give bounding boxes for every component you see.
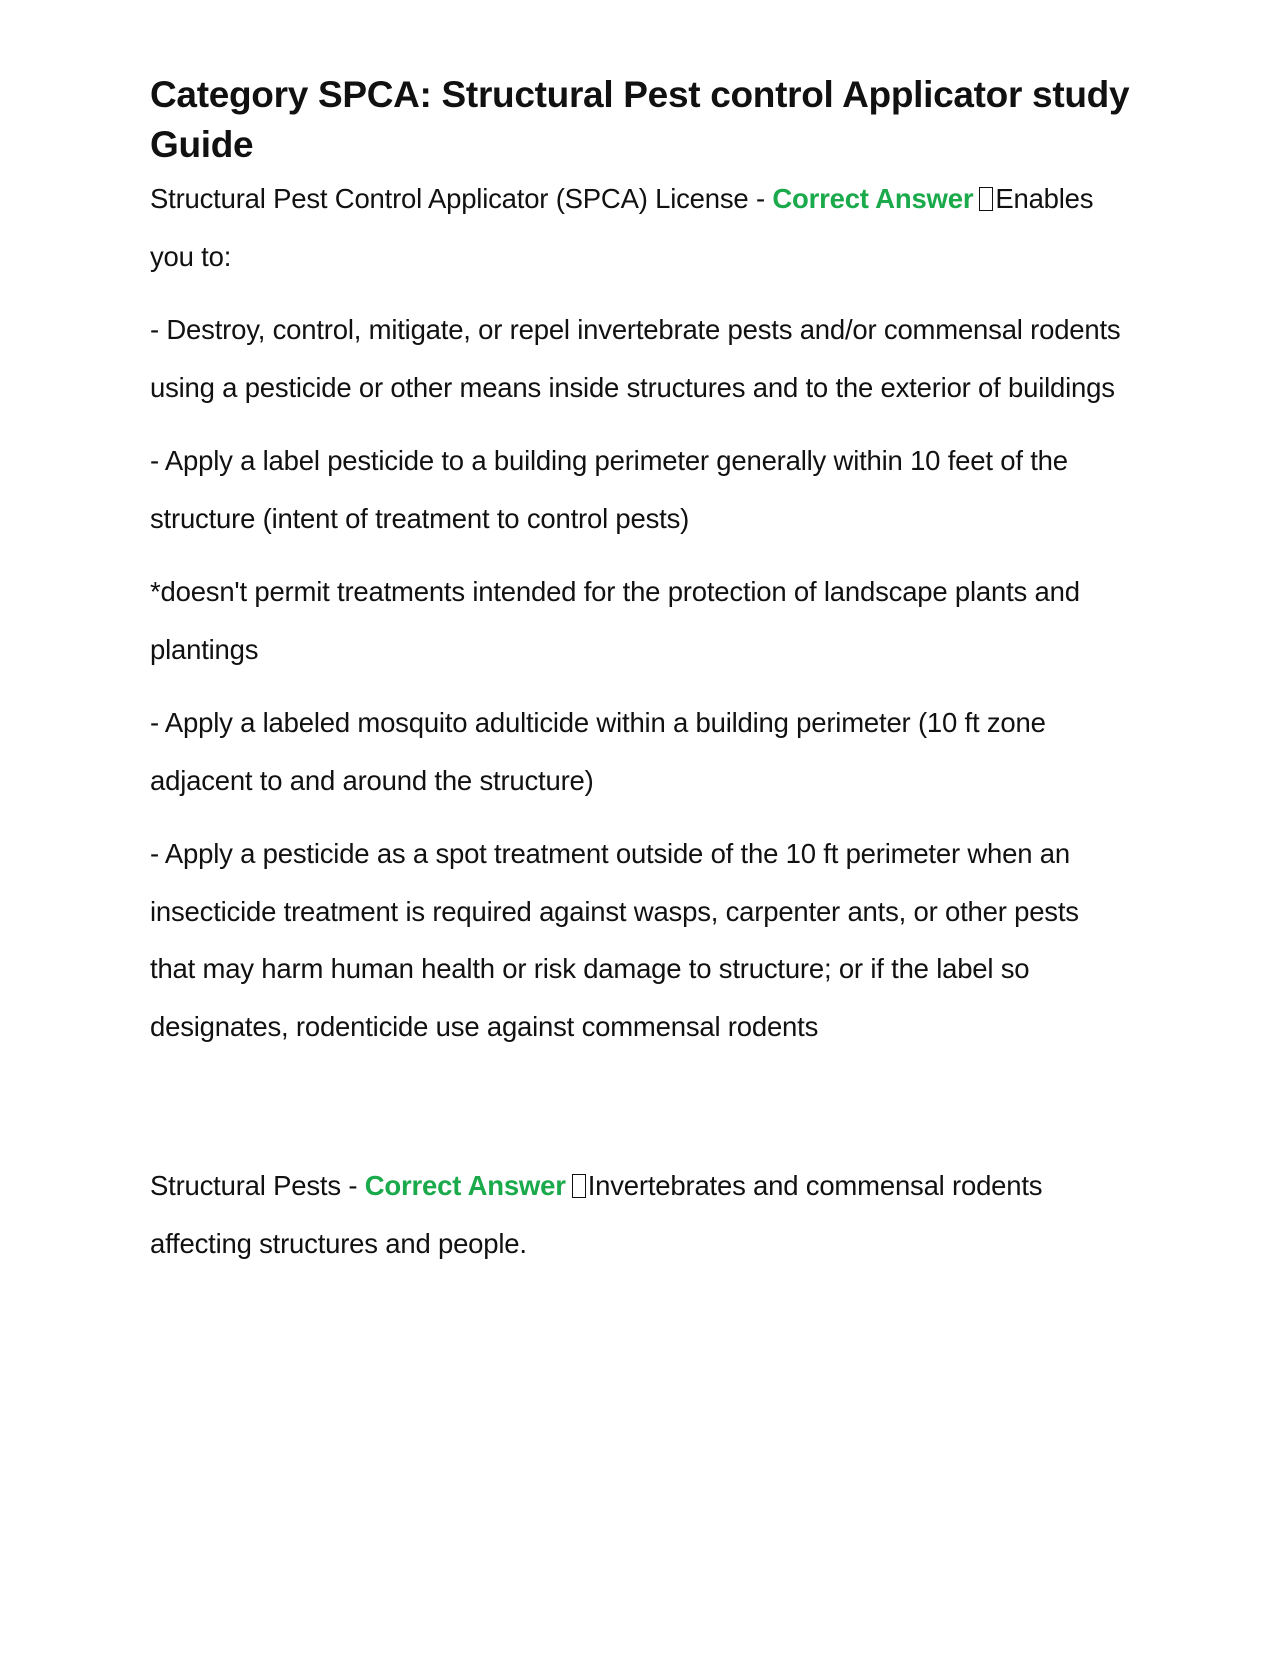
missing-glyph-icon: [979, 187, 993, 211]
question-term: Structural Pest Control Applicator (SPCA) License -: [150, 183, 773, 214]
question-term: Structural Pests -: [150, 1170, 365, 1201]
blank-gap: [150, 1071, 1130, 1157]
document-page: [150, 70, 1130, 1288]
document-title: Category SPCA: Structural Pest control Applicator study Guide: [150, 74, 1130, 165]
answer-point: - Apply a pesticide as a spot treatment outside of the 10 ft perimeter when an insecticide treatment is required against wasps, carpenter ants, or other pests that may harm human health or risk damage to structure; or if the label so designates, rodenticide use against commensal rodents: [150, 838, 1079, 1042]
question-paragraph: [150, 170, 1130, 285]
question-paragraph: [150, 1157, 1130, 1272]
qa-entry-structural-pests: [150, 1157, 1130, 1272]
correct-answer-label: Correct Answer: [364, 1170, 566, 1201]
answer-point: - Apply a labeled mosquito adulticide within a building perimeter (10 ft zone adjacent to and around the structure): [150, 707, 1046, 796]
missing-glyph-icon: [572, 1174, 586, 1198]
answer-text: Enables you to:: [150, 183, 1094, 272]
answer-point: - Destroy, control, mitigate, or repel invertebrate pests and/or commensal rodents using a pesticide or other means inside structures and to the exterior of buildings: [150, 314, 1121, 403]
answer-note: *doesn't permit treatments intended for the protection of landscape plants and plantings: [150, 576, 1080, 665]
correct-answer-label: Correct Answer: [772, 183, 974, 214]
qa-entry-spca-license: [150, 170, 1130, 1055]
answer-text: Invertebrates and commensal rodents affecting structures and people.: [150, 1170, 1043, 1259]
answer-point: - Apply a label pesticide to a building perimeter generally within 10 feet of the structure (intent of treatment to control pests): [150, 445, 1068, 534]
